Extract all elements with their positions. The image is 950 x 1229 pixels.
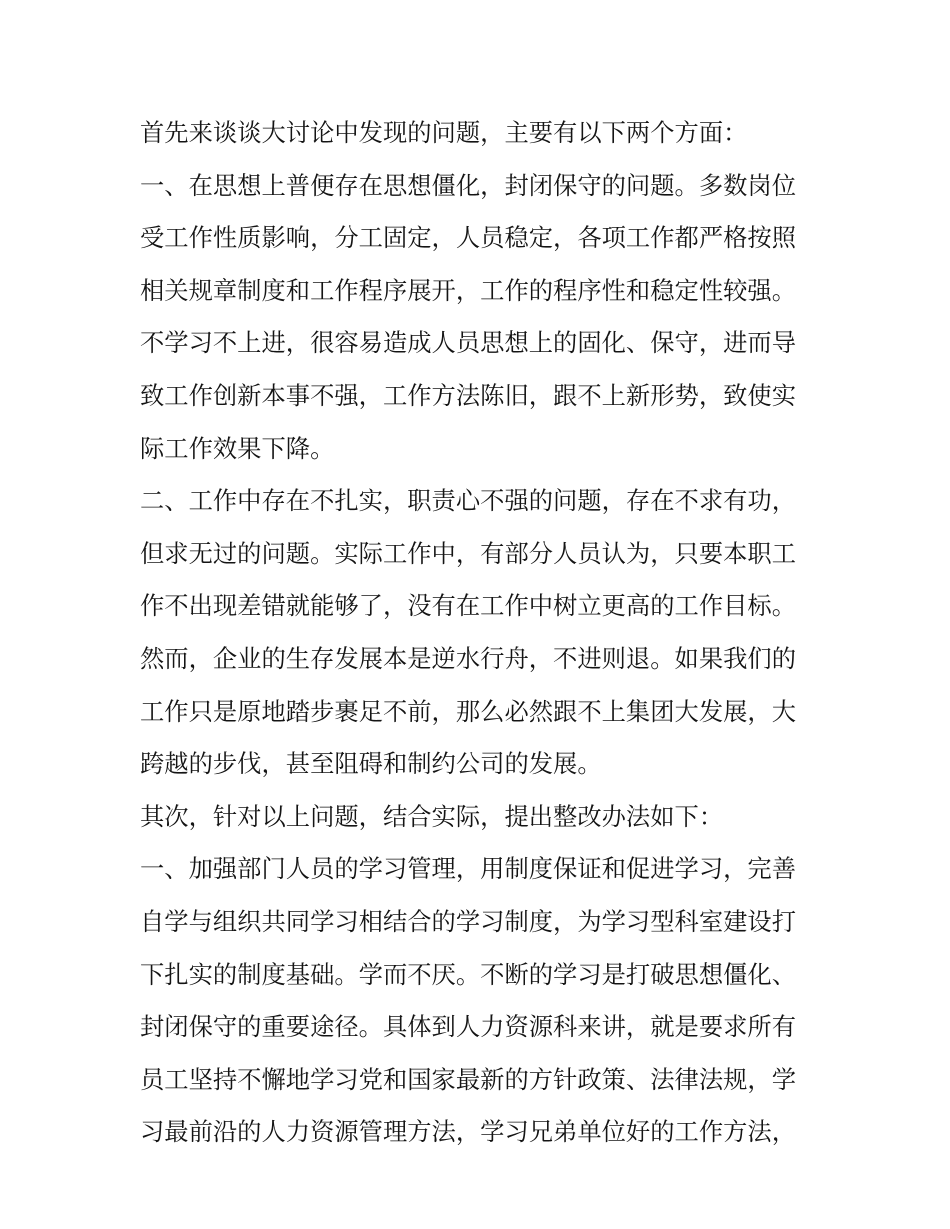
text-line: 封闭保守的重要途径。具体到人力资源科来讲，就是要求所有 <box>140 1012 797 1042</box>
text-line: 首先来谈谈大讨论中发现的问题，主要有以下两个方面： <box>140 118 748 147</box>
text-line: 不学习不上进，很容易造成人员思想上的固化、保守，进而导 <box>140 328 797 358</box>
text-line: 其次，针对以上问题，结合实际，提出整改办法如下： <box>140 801 724 831</box>
text-line: 习最前沿的人力资源管理方法，学习兄弟单位好的工作方法， <box>140 1117 797 1147</box>
text-line: 相关规章制度和工作程序展开，工作的程序性和稳定性较强。 <box>140 275 797 305</box>
text-line: 致工作创新本事不强，工作方法陈旧，跟不上新形势，致使实 <box>140 380 797 410</box>
text-line: 二、工作中存在不扎实，职责心不强的问题，存在不求有功， <box>140 486 797 516</box>
text-line: 员工坚持不懈地学习党和国家最新的方针政策、法律法规，学 <box>140 1064 797 1094</box>
text-line: 然而，企业的生存发展本是逆水行舟，不进则退。如果我们的 <box>140 643 797 673</box>
text-line: 但求无过的问题。实际工作中，有部分人员认为，只要本职工 <box>140 538 797 568</box>
text-line: 下扎实的制度基础。学而不厌。不断的学习是打破思想僵化、 <box>140 959 797 989</box>
document-body <box>140 107 810 1159</box>
text-line: 一、加强部门人员的学习管理，用制度保证和促进学习，完善 <box>140 854 797 884</box>
text-line: 一、在思想上普便存在思想僵化，封闭保守的问题。多数岗位 <box>140 170 797 200</box>
text-line: 作不出现差错就能够了，没有在工作中树立更高的工作目标。 <box>140 591 797 621</box>
text-line: 自学与组织共同学习相结合的学习制度，为学习型科室建设打 <box>140 906 797 936</box>
text-line: 跨越的步伐，甚至阻碍和制约公司的发展。 <box>140 749 602 779</box>
text-line: 受工作性质影响，分工固定，人员稳定，各项工作都严格按照 <box>140 223 797 253</box>
text-line: 际工作效果下降。 <box>140 433 335 463</box>
text-line: 工作只是原地踏步裹足不前，那么必然跟不上集团大发展，大 <box>140 696 797 726</box>
